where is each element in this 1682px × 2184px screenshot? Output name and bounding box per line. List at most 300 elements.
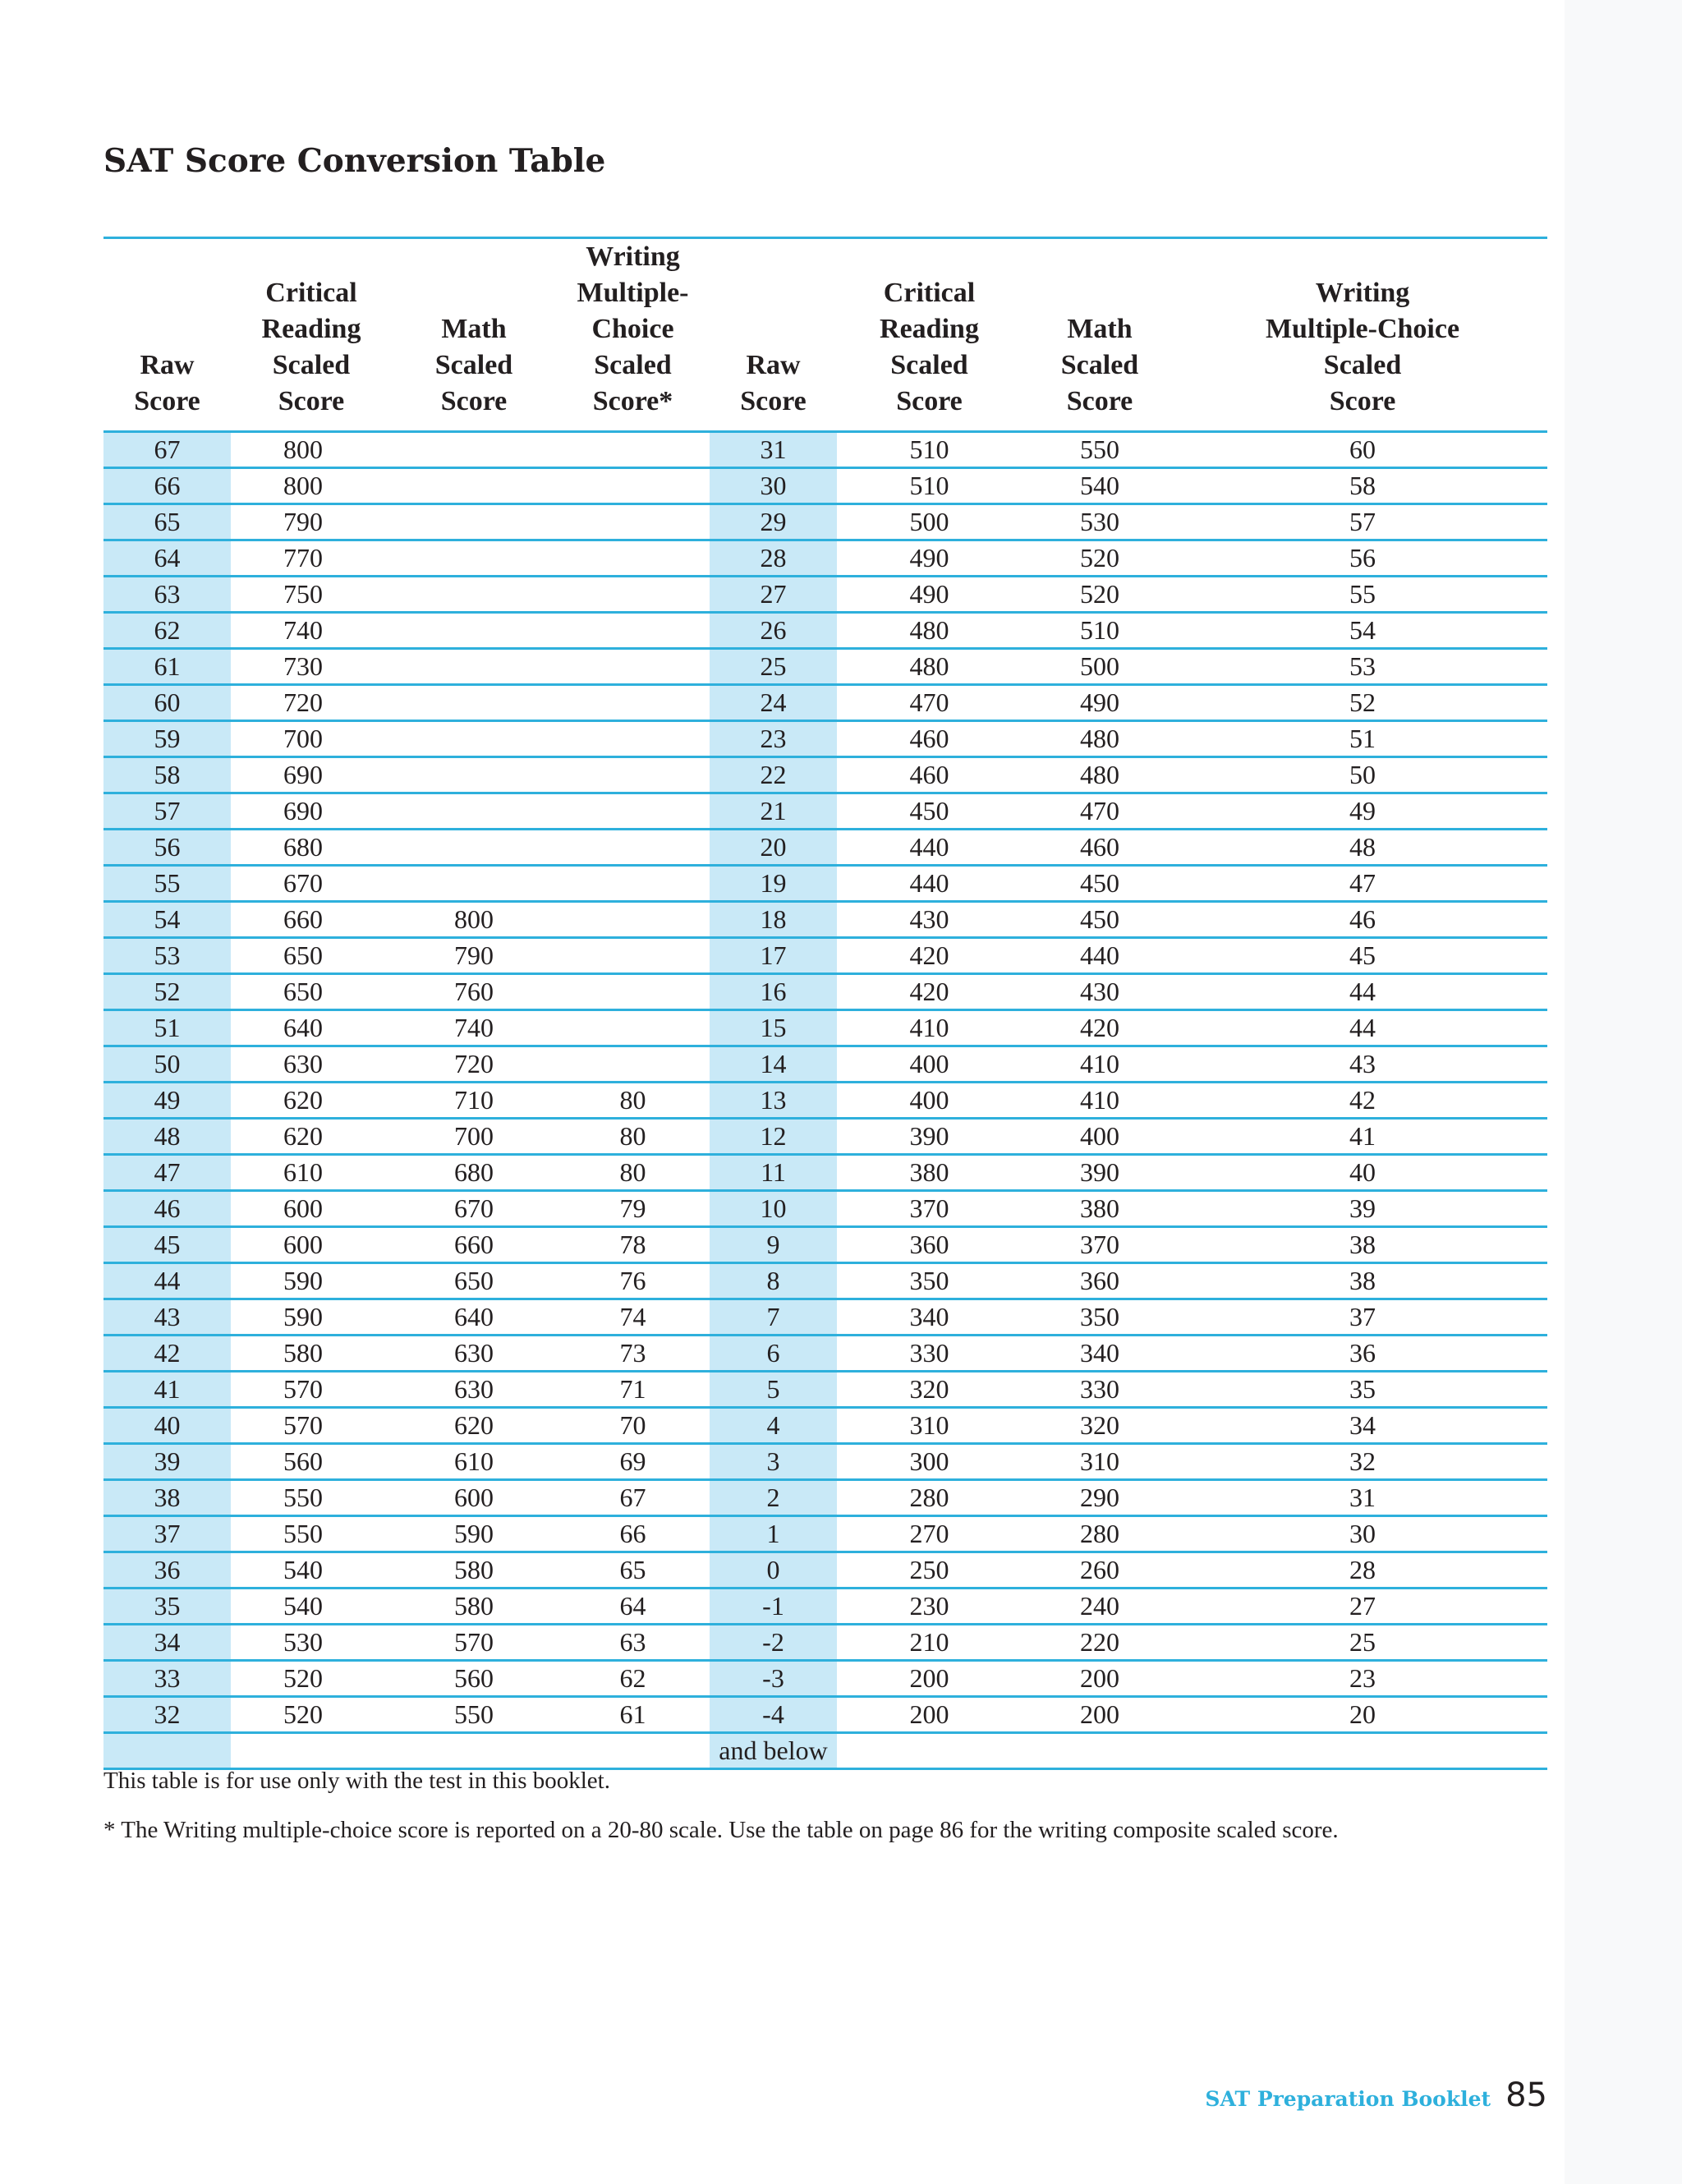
right-math-cell: 400 [1080,1121,1119,1151]
left-critical-reading-cell: 660 [231,902,392,938]
left-raw-score-cell: 55 [103,866,231,902]
table-row [103,540,1547,577]
table-row [103,1227,1547,1263]
left-math-cell: 560 [392,1661,556,1697]
left-raw-score-cell: 59 [103,721,231,757]
right-values [837,793,1547,830]
left-math-cell [392,1733,556,1769]
left-raw-score-cell: 36 [103,1552,231,1589]
left-math-cell [392,649,556,685]
left-math-cell [392,540,556,577]
left-raw-score-cell: 54 [103,902,231,938]
right-math-cell: 540 [1080,471,1119,500]
right-writing-cell: 38 [1349,1266,1376,1295]
left-writing-cell: 67 [556,1480,710,1516]
right-critical-reading-cell: 330 [909,1338,949,1368]
right-raw-score-cell: 18 [710,902,837,938]
right-critical-reading-cell: 420 [909,977,949,1006]
left-math-cell [392,432,556,468]
left-critical-reading-cell: 520 [231,1697,392,1733]
table-row [103,1697,1547,1733]
right-raw-score-cell: 29 [710,504,837,540]
right-raw-score-cell: 15 [710,1010,837,1046]
left-raw-score-cell: 61 [103,649,231,685]
left-math-cell: 700 [392,1119,556,1155]
right-critical-reading-cell: 460 [909,760,949,789]
left-writing-cell [556,540,710,577]
left-raw-score-cell: 57 [103,793,231,830]
right-writing-cell: 57 [1349,507,1376,536]
table-row [103,649,1547,685]
table-row [103,793,1547,830]
right-writing-cell: 31 [1349,1483,1376,1512]
left-raw-score-cell: 66 [103,468,231,504]
right-values [837,1227,1547,1263]
left-writing-cell: 79 [556,1191,710,1227]
right-math-cell: 280 [1080,1519,1119,1548]
right-critical-reading-cell: 460 [909,724,949,753]
left-critical-reading-cell: 720 [231,685,392,721]
right-math-cell: 430 [1080,977,1119,1006]
right-writing-cell: 60 [1349,435,1376,464]
right-critical-reading-cell: 470 [909,687,949,717]
right-values [837,1661,1547,1697]
table-row [103,902,1547,938]
table-row [103,1444,1547,1480]
left-critical-reading-cell: 730 [231,649,392,685]
right-writing-cell: 47 [1349,868,1376,898]
right-critical-reading-cell: 270 [909,1519,949,1548]
right-math-cell: 530 [1080,507,1119,536]
right-writing-cell: 48 [1349,832,1376,862]
right-math-cell: 260 [1080,1555,1119,1584]
right-values [837,1263,1547,1299]
left-math-cell [392,577,556,613]
page-number: 85 [1505,2076,1547,2114]
conversion-table [103,237,1547,1770]
left-raw-score-cell: 50 [103,1046,231,1083]
right-math-cell: 200 [1080,1663,1119,1693]
left-critical-reading-cell: 580 [231,1336,392,1372]
right-writing-cell: 28 [1349,1555,1376,1584]
right-critical-reading-cell: 510 [909,471,949,500]
right-math-cell: 310 [1080,1446,1119,1476]
right-writing-cell: 44 [1349,977,1376,1006]
left-writing-cell: 63 [556,1625,710,1661]
right-math-cell: 470 [1080,796,1119,825]
left-raw-score-cell: 33 [103,1661,231,1697]
right-math-cell: 520 [1080,579,1119,609]
right-math-cell: 550 [1080,435,1119,464]
right-math-cell: 410 [1080,1049,1119,1078]
right-writing-cell: 38 [1349,1230,1376,1259]
right-writing-cell: 39 [1349,1193,1376,1223]
right-raw-score-cell: -4 [710,1697,837,1733]
right-writing-cell: 58 [1349,471,1376,500]
left-math-cell: 650 [392,1263,556,1299]
left-writing-cell: 71 [556,1372,710,1408]
right-raw-score-cell: 30 [710,468,837,504]
left-critical-reading-cell: 550 [231,1480,392,1516]
right-raw-score-cell: 1 [710,1516,837,1552]
right-values [837,1010,1547,1046]
left-raw-score-cell [103,1733,231,1769]
left-critical-reading-cell: 770 [231,540,392,577]
right-math-cell: 410 [1080,1085,1119,1115]
left-writing-cell [556,938,710,974]
left-writing-cell [556,866,710,902]
right-raw-score-cell: 20 [710,830,837,866]
right-critical-reading-cell: 200 [909,1663,949,1693]
right-math-cell: 320 [1080,1410,1119,1440]
right-critical-reading-cell: 450 [909,796,949,825]
right-raw-score-cell: 16 [710,974,837,1010]
right-writing-cell: 42 [1349,1085,1376,1115]
right-critical-reading-cell: 480 [909,615,949,645]
left-writing-cell [556,1010,710,1046]
right-raw-score-cell: 25 [710,649,837,685]
left-writing-cell: 62 [556,1661,710,1697]
left-critical-reading-cell: 800 [231,468,392,504]
left-math-cell [392,793,556,830]
right-critical-reading-cell: 210 [909,1627,949,1657]
page-edge [1565,0,1682,2184]
right-writing-cell: 32 [1349,1446,1376,1476]
header-raw-score-right: Raw Score [710,238,837,432]
right-critical-reading-cell: 420 [909,940,949,970]
left-critical-reading-cell: 800 [231,432,392,468]
right-critical-reading-cell: 490 [909,579,949,609]
left-raw-score-cell: 42 [103,1336,231,1372]
right-writing-cell: 35 [1349,1374,1376,1404]
right-writing-cell: 36 [1349,1338,1376,1368]
right-critical-reading-cell: 400 [909,1049,949,1078]
left-critical-reading-cell: 700 [231,721,392,757]
right-raw-score-cell: 21 [710,793,837,830]
left-math-cell: 630 [392,1372,556,1408]
left-math-cell [392,468,556,504]
table-row [103,1552,1547,1589]
right-math-cell: 480 [1080,760,1119,789]
right-writing-cell: 52 [1349,687,1376,717]
right-critical-reading-cell: 340 [909,1302,949,1331]
left-writing-cell [556,1733,710,1769]
left-critical-reading-cell: 690 [231,793,392,830]
left-raw-score-cell: 45 [103,1227,231,1263]
left-writing-cell [556,468,710,504]
right-critical-reading-cell: 500 [909,507,949,536]
right-writing-cell: 56 [1349,543,1376,572]
left-raw-score-cell: 63 [103,577,231,613]
right-critical-reading-cell: 200 [909,1699,949,1729]
right-values [837,577,1547,613]
right-math-cell: 370 [1080,1230,1119,1259]
left-raw-score-cell: 49 [103,1083,231,1119]
left-raw-score-cell: 65 [103,504,231,540]
right-raw-score-cell: 9 [710,1227,837,1263]
left-raw-score-cell: 39 [103,1444,231,1480]
left-math-cell [392,685,556,721]
right-critical-reading-cell: 390 [909,1121,949,1151]
right-critical-reading-cell: 230 [909,1591,949,1621]
right-writing-cell: 37 [1349,1302,1376,1331]
table-row [103,1733,1547,1769]
right-critical-reading-cell: 440 [909,832,949,862]
right-critical-reading-cell: 370 [909,1193,949,1223]
right-raw-score-cell: 28 [710,540,837,577]
right-writing-cell: 51 [1349,724,1376,753]
right-raw-score-cell: 19 [710,866,837,902]
right-writing-cell: 50 [1349,760,1376,789]
right-raw-score-cell: 2 [710,1480,837,1516]
left-writing-cell: 80 [556,1119,710,1155]
table-row [103,1625,1547,1661]
right-raw-score-cell: 23 [710,721,837,757]
left-raw-score-cell: 60 [103,685,231,721]
left-writing-cell: 64 [556,1589,710,1625]
table-row [103,1336,1547,1372]
right-values [837,1408,1547,1444]
table-row [103,1408,1547,1444]
right-writing-cell: 20 [1349,1699,1376,1729]
right-raw-score-cell: 24 [710,685,837,721]
right-critical-reading-cell: 480 [909,651,949,681]
left-critical-reading-cell: 650 [231,974,392,1010]
right-critical-reading-cell: 300 [909,1446,949,1476]
left-math-cell: 760 [392,974,556,1010]
left-raw-score-cell: 32 [103,1697,231,1733]
right-values [837,504,1547,540]
right-values [837,432,1547,468]
right-writing-cell: 46 [1349,904,1376,934]
right-raw-score-cell: -2 [710,1625,837,1661]
left-writing-cell [556,504,710,540]
left-math-cell [392,613,556,649]
right-writing-cell: 25 [1349,1627,1376,1657]
left-critical-reading-cell: 600 [231,1227,392,1263]
left-writing-cell: 73 [556,1336,710,1372]
header-writing-left: Writing Multiple-Choice Scaled Score* [556,238,710,432]
left-math-cell: 720 [392,1046,556,1083]
left-critical-reading-cell: 590 [231,1263,392,1299]
left-writing-cell [556,649,710,685]
right-math-cell: 390 [1080,1157,1119,1187]
right-writing-cell: 45 [1349,940,1376,970]
right-math-cell: 440 [1080,940,1119,970]
right-writing-cell: 49 [1349,796,1376,825]
header-row [103,238,1547,432]
table-row [103,613,1547,649]
left-writing-cell [556,830,710,866]
right-values [837,1516,1547,1552]
right-values [837,974,1547,1010]
left-critical-reading-cell: 540 [231,1552,392,1589]
table-row [103,757,1547,793]
left-raw-score-cell: 52 [103,974,231,1010]
right-values [837,468,1547,504]
table-row [103,468,1547,504]
left-critical-reading-cell: 750 [231,577,392,613]
left-writing-cell [556,793,710,830]
left-raw-score-cell: 46 [103,1191,231,1227]
left-math-cell: 600 [392,1480,556,1516]
left-raw-score-cell: 53 [103,938,231,974]
left-math-cell: 610 [392,1444,556,1480]
right-math-cell: 420 [1080,1013,1119,1042]
left-critical-reading-cell: 570 [231,1408,392,1444]
right-critical-reading-cell: 280 [909,1483,949,1512]
right-values [837,902,1547,938]
right-writing-cell: 41 [1349,1121,1376,1151]
left-writing-cell: 61 [556,1697,710,1733]
right-values [837,1625,1547,1661]
right-critical-reading-cell: 320 [909,1374,949,1404]
left-critical-reading-cell: 600 [231,1191,392,1227]
table-row [103,1299,1547,1336]
table-row [103,974,1547,1010]
right-writing-cell: 34 [1349,1410,1376,1440]
right-writing-cell: 44 [1349,1013,1376,1042]
right-values [837,1733,1547,1769]
right-raw-score-cell: -1 [710,1589,837,1625]
right-writing-cell: 54 [1349,615,1376,645]
left-raw-score-cell: 38 [103,1480,231,1516]
left-critical-reading-cell [231,1733,392,1769]
header-math-left: Math Scaled Score [392,238,556,432]
right-raw-score-cell: 6 [710,1336,837,1372]
left-critical-reading-cell: 520 [231,1661,392,1697]
right-critical-reading-cell: 380 [909,1157,949,1187]
left-math-cell: 570 [392,1625,556,1661]
right-math-cell: 520 [1080,543,1119,572]
left-math-cell [392,757,556,793]
right-values [837,1697,1547,1733]
left-raw-score-cell: 44 [103,1263,231,1299]
left-writing-cell: 74 [556,1299,710,1336]
left-math-cell: 580 [392,1552,556,1589]
right-math-cell: 360 [1080,1266,1119,1295]
left-critical-reading-cell: 690 [231,757,392,793]
left-critical-reading-cell: 790 [231,504,392,540]
right-values [837,866,1547,902]
header-critical-reading-left: Critical Reading Scaled Score [231,238,392,432]
right-raw-score-cell: 7 [710,1299,837,1336]
right-critical-reading-cell: 510 [909,435,949,464]
left-math-cell: 670 [392,1191,556,1227]
right-critical-reading-cell: 350 [909,1266,949,1295]
right-raw-score-cell: 11 [710,1155,837,1191]
left-math-cell: 680 [392,1155,556,1191]
right-raw-score-cell: 22 [710,757,837,793]
left-writing-cell [556,721,710,757]
table-body [103,432,1547,1769]
left-math-cell [392,830,556,866]
right-values [837,1372,1547,1408]
header-raw-score-left: Raw Score [103,238,231,432]
right-values [837,721,1547,757]
left-writing-cell: 66 [556,1516,710,1552]
right-math-cell: 510 [1080,615,1119,645]
table-row [103,577,1547,613]
left-critical-reading-cell: 550 [231,1516,392,1552]
right-math-cell: 450 [1080,904,1119,934]
right-values [837,1589,1547,1625]
page-footer [1205,2076,1547,2114]
right-raw-score-cell: -3 [710,1661,837,1697]
table-row [103,1661,1547,1697]
right-raw-score-cell: and below [710,1733,837,1769]
left-writing-cell: 80 [556,1155,710,1191]
usage-note: This table is for use only with the test in this booklet. [103,1768,610,1794]
right-values [837,1552,1547,1589]
left-raw-score-cell: 56 [103,830,231,866]
right-values [837,1336,1547,1372]
left-math-cell: 630 [392,1336,556,1372]
right-math-cell: 480 [1080,724,1119,753]
right-raw-score-cell: 26 [710,613,837,649]
header-right-group [837,238,1547,432]
table-row [103,1372,1547,1408]
left-writing-cell: 76 [556,1263,710,1299]
left-critical-reading-cell: 680 [231,830,392,866]
right-math-cell: 200 [1080,1699,1119,1729]
right-writing-cell: 43 [1349,1049,1376,1078]
left-math-cell [392,504,556,540]
right-raw-score-cell: 0 [710,1552,837,1589]
right-critical-reading-cell: 400 [909,1085,949,1115]
left-math-cell: 740 [392,1010,556,1046]
left-raw-score-cell: 34 [103,1625,231,1661]
left-math-cell: 590 [392,1516,556,1552]
right-values [837,649,1547,685]
right-writing-cell: 53 [1349,651,1376,681]
left-writing-cell [556,685,710,721]
left-writing-cell [556,902,710,938]
left-raw-score-cell: 47 [103,1155,231,1191]
right-math-cell: 290 [1080,1483,1119,1512]
right-values [837,613,1547,649]
right-math-cell: 340 [1080,1338,1119,1368]
right-math-cell: 450 [1080,868,1119,898]
table-row [103,685,1547,721]
right-raw-score-cell: 4 [710,1408,837,1444]
left-writing-cell: 65 [556,1552,710,1589]
left-critical-reading-cell: 620 [231,1119,392,1155]
right-raw-score-cell: 3 [710,1444,837,1480]
right-raw-score-cell: 13 [710,1083,837,1119]
table-row [103,504,1547,540]
left-raw-score-cell: 43 [103,1299,231,1336]
right-critical-reading-cell: 410 [909,1013,949,1042]
right-critical-reading-cell: 250 [909,1555,949,1584]
table-row [103,1263,1547,1299]
right-values [837,1299,1547,1336]
left-critical-reading-cell: 530 [231,1625,392,1661]
right-writing-cell: 40 [1349,1157,1376,1187]
right-values [837,1480,1547,1516]
table-row [103,721,1547,757]
right-critical-reading-cell: 360 [909,1230,949,1259]
table-row [103,1480,1547,1516]
left-critical-reading-cell: 540 [231,1589,392,1625]
table-row [103,830,1547,866]
table-row [103,1155,1547,1191]
table-row [103,1589,1547,1625]
left-critical-reading-cell: 650 [231,938,392,974]
right-raw-score-cell: 8 [710,1263,837,1299]
right-values [837,830,1547,866]
right-values [837,1191,1547,1227]
